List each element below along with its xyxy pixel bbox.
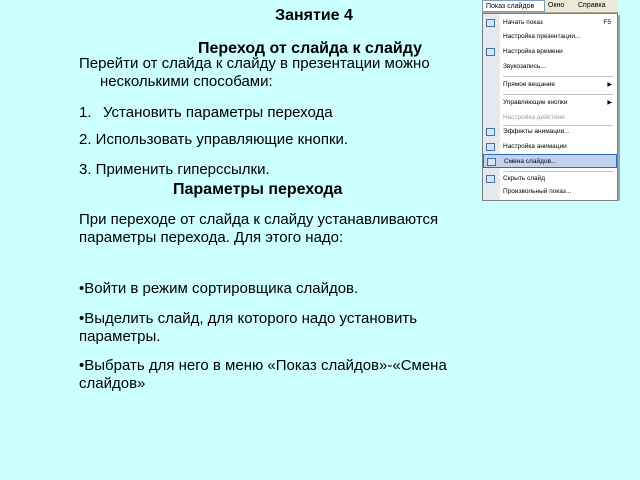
bullet-2: •Выделить слайд, для которого надо установить параметры. [79,310,418,345]
slideshow-icon [486,19,495,27]
menu-item-custom-animation[interactable]: Настройка анимации [483,140,617,154]
animation-icon [486,128,495,136]
params-paragraph: При переходе от слайда к слайду устанавливаются параметры перехода. Для этого надо: [79,211,439,246]
intro-line-1: Перейти от слайда к слайду в презентации можно [79,55,430,72]
list-number: 1. [79,104,92,121]
menu-item-rehearse-timings[interactable]: Настройка времени [483,45,617,59]
menu-item-custom-shows[interactable]: Произвольный показ... [503,188,572,195]
menu-screenshot [482,0,618,200]
menu-item-action-buttons[interactable]: Управляющие кнопки ▶ [483,96,617,110]
menu-item-hide-slide[interactable]: Скрыть слайд [483,172,617,186]
menu-item-setup-show[interactable]: Настройка презентации... [503,33,581,40]
list-item-3: 3. Применить гиперссылки. [79,161,270,178]
menu-item-slide-transition[interactable]: Смена слайдов... [483,154,617,168]
intro-text [79,55,479,91]
menu-item-start-show[interactable]: Начать показ F5 [483,16,617,30]
list-item-1 [79,104,333,122]
menu-bar [482,0,618,13]
custom-animation-icon [486,143,495,151]
hide-slide-icon [486,175,495,183]
menu-slideshow[interactable]: Показ слайдов [482,0,545,12]
menu-help[interactable]: Справка [578,2,606,9]
submenu-arrow-icon: ▶ [607,100,612,106]
transition-icon [487,158,496,166]
list-item-1-text: Установить параметры перехода [103,104,333,121]
menu-shadow [618,15,620,201]
menu-item-broadcast[interactable]: Прямое вещание ▶ [483,78,617,92]
bullet-3: •Выбрать для него в меню «Показ слайдов»-«Смена слайдов» [79,357,447,392]
timer-icon [486,48,495,56]
submenu-arrow-icon: ▶ [607,82,612,88]
menu-item-animation-schemes[interactable]: Эффекты анимации... [483,125,617,139]
list-item-2: 2. Использовать управляющие кнопки. [79,131,349,148]
lesson-title: Занятие 4 [275,7,353,24]
slideshow-dropdown [482,13,618,201]
menu-separator [503,76,613,77]
slide-heading: Переход от слайда к слайду [198,40,422,57]
menu-separator [503,94,613,95]
bullet-1: •Войти в режим сортировщика слайдов. [79,280,359,297]
menu-window[interactable]: Окно [548,2,565,9]
menu-item-action-settings: Настройка действия [503,114,565,121]
menu-item-record-narration[interactable]: Звукозапись... [503,63,546,70]
intro-line-2: несколькими способами: [100,73,273,90]
params-heading: Параметры перехода [173,181,343,198]
